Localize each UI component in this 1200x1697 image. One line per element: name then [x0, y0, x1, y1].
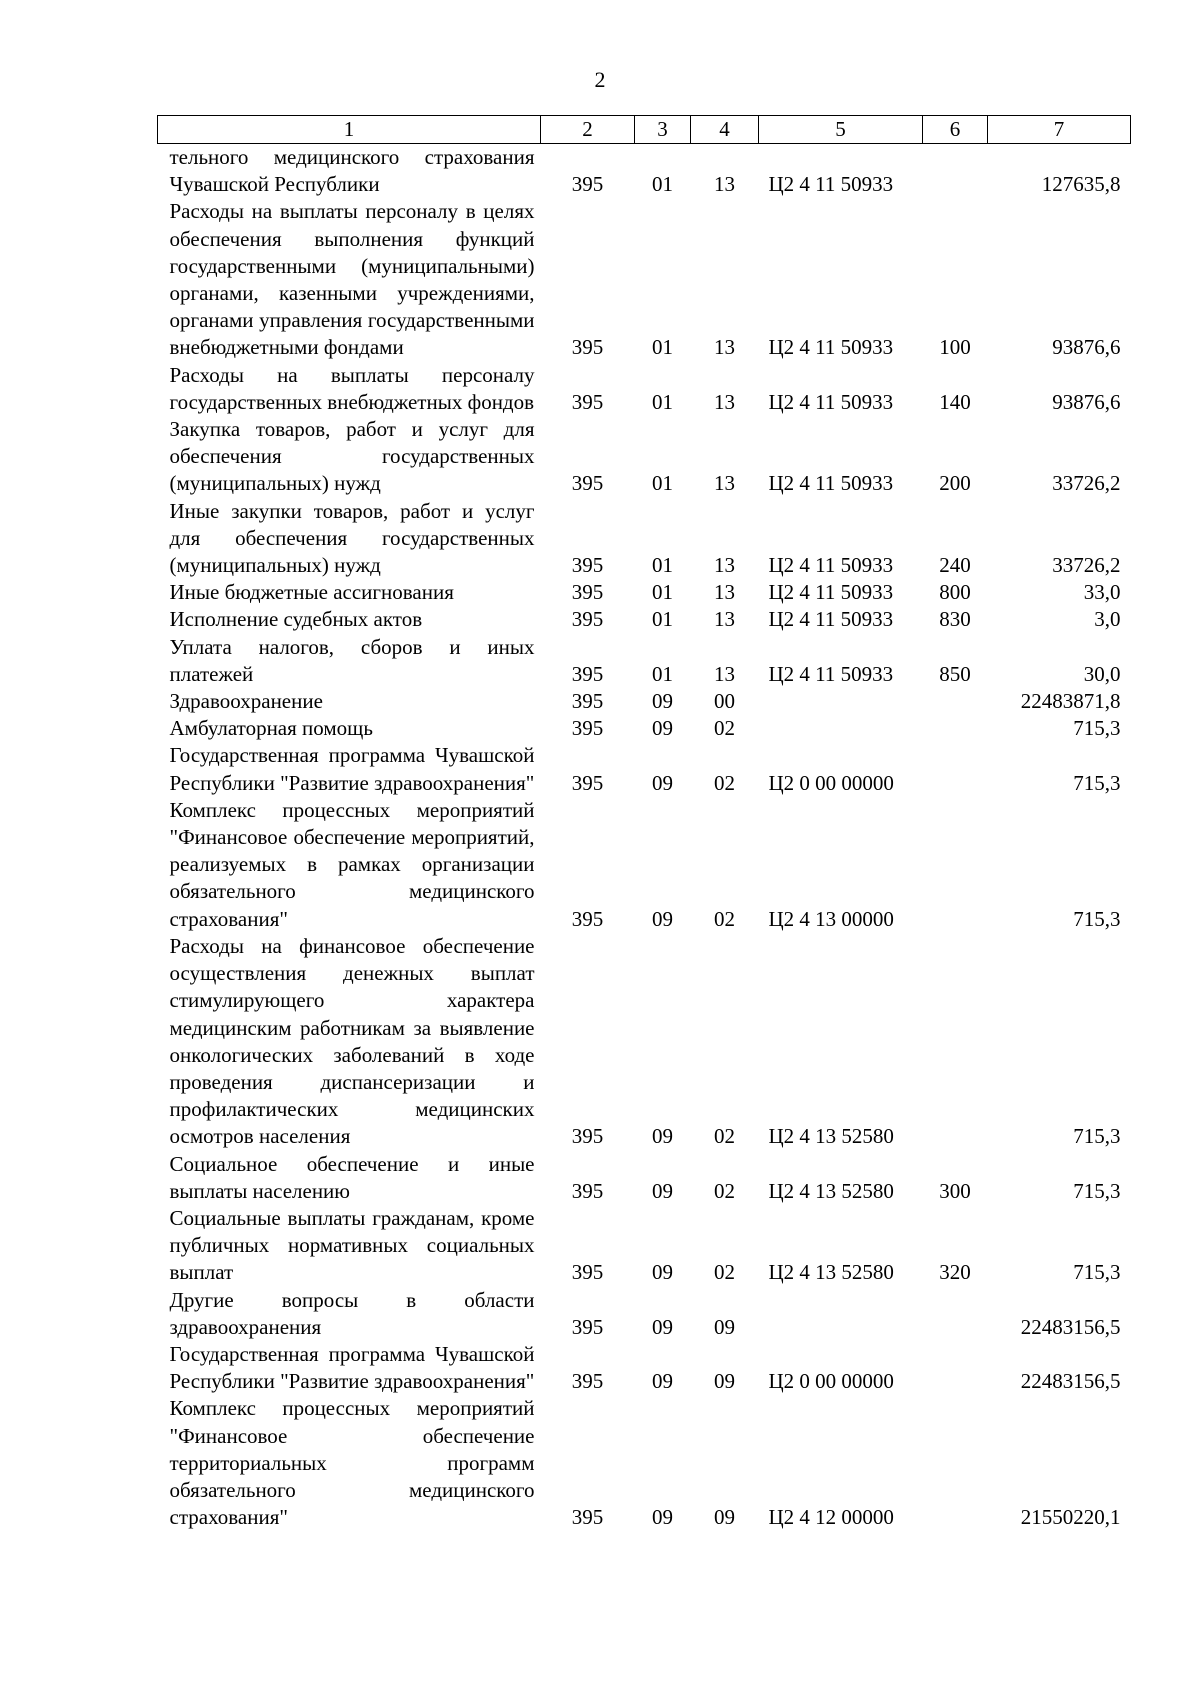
table-row — [158, 688, 1131, 715]
table-row — [158, 498, 1131, 580]
row-ministry-code: 395 — [571, 1178, 604, 1203]
row-target-article: Ц2 4 11 50933 — [768, 335, 894, 360]
row-ministry-code: 395 — [571, 1314, 604, 1339]
row-ministry-code: 395 — [571, 607, 604, 632]
row-target-article: Ц2 4 11 50933 — [768, 389, 894, 414]
row-subsection-code: 13 — [714, 389, 735, 414]
row-expense-type: 140 — [939, 389, 971, 414]
row-subsection-code: 13 — [714, 607, 735, 632]
row-subsection-code: 13 — [714, 661, 735, 686]
table-header-row — [158, 116, 1131, 144]
table-row — [158, 606, 1131, 633]
budget-table — [157, 115, 1131, 1531]
row-ministry-code: 395 — [571, 389, 604, 414]
row-expense-type: 800 — [939, 580, 971, 605]
row-target-article: Ц2 4 11 50933 — [768, 172, 894, 197]
row-subsection-code: 09 — [714, 1505, 735, 1530]
row-section-code: 09 — [652, 716, 673, 741]
row-subsection-code: 13 — [714, 580, 735, 605]
row-description: Другие вопросы в области здравоохранения — [169, 1287, 535, 1339]
row-description: Комплекс процессных мероприятий "Финансовое обеспечение мероприятий, реализуемых в рамках организации обязательного медицинского страхования" — [169, 797, 535, 931]
row-ministry-code: 395 — [571, 1260, 604, 1285]
row-ministry-code: 395 — [571, 906, 604, 931]
row-description: Государственная программа Чувашской Республики "Развитие здравоохранения" — [169, 1341, 535, 1394]
row-subsection-code: 02 — [714, 1260, 735, 1285]
row-amount: 715,3 — [1073, 770, 1121, 795]
row-section-code: 01 — [652, 389, 673, 414]
table-row — [158, 198, 1131, 361]
row-description: Расходы на выплаты персоналу в целях обеспечения выполнения функций государственными (муниципальными) органами, казенными учреждениями, органами управления государственными внебюджетными фондами — [169, 199, 535, 360]
column-header-6: 6 — [923, 116, 988, 144]
column-header-5: 5 — [759, 116, 923, 144]
row-description: Расходы на финансовое обеспечение осуществления денежных выплат стимулирующего характера медицинским работникам за выявление онкологических заболеваний в ходе проведения диспансеризации и профилактических медицинских осмотров населения — [169, 933, 535, 1149]
row-expense-type — [923, 688, 988, 715]
row-ministry-code: 395 — [571, 335, 604, 360]
row-expense-type — [923, 797, 988, 933]
row-section-code: 01 — [652, 471, 673, 496]
row-ministry-code: 395 — [571, 689, 604, 714]
row-amount: 3,0 — [1094, 607, 1121, 632]
row-amount: 21550220,1 — [1020, 1505, 1121, 1530]
row-ministry-code: 395 — [571, 172, 604, 197]
row-section-code: 01 — [652, 553, 673, 578]
table-row — [158, 416, 1131, 498]
row-amount: 715,3 — [1073, 906, 1121, 931]
row-amount: 22483156,5 — [1020, 1369, 1121, 1394]
row-expense-type: 300 — [939, 1178, 971, 1203]
row-amount: 715,3 — [1073, 1178, 1121, 1203]
row-target-article: Ц2 4 11 50933 — [768, 471, 894, 496]
row-amount: 22483156,5 — [1020, 1314, 1121, 1339]
row-target-article: Ц2 4 11 50933 — [768, 607, 894, 632]
row-amount: 33726,2 — [1052, 553, 1121, 578]
row-expense-type: 200 — [939, 471, 971, 496]
table-row — [158, 742, 1131, 796]
row-section-code: 09 — [652, 689, 673, 714]
row-amount: 127635,8 — [1041, 172, 1121, 197]
row-expense-type — [923, 1341, 988, 1395]
row-ministry-code: 395 — [571, 1369, 604, 1394]
row-expense-type — [923, 144, 988, 199]
row-section-code: 01 — [652, 661, 673, 686]
row-ministry-code: 395 — [571, 661, 604, 686]
row-ministry-code: 395 — [571, 471, 604, 496]
row-amount: 715,3 — [1073, 1124, 1121, 1149]
table-row — [158, 1395, 1131, 1531]
table-row — [158, 797, 1131, 933]
row-subsection-code: 00 — [714, 689, 735, 714]
table-row — [158, 362, 1131, 416]
table-row — [158, 579, 1131, 606]
row-target-article — [759, 715, 923, 742]
row-ministry-code: 395 — [571, 1505, 604, 1530]
row-subsection-code: 02 — [714, 1124, 735, 1149]
row-description: Иные бюджетные ассигнования — [169, 580, 454, 605]
row-target-article — [759, 688, 923, 715]
row-ministry-code: 395 — [571, 580, 604, 605]
table-row — [158, 1341, 1131, 1395]
row-description: Комплекс процессных мероприятий "Финансовое обеспечение территориальных программ обязательного медицинского страхования" — [169, 1396, 535, 1530]
row-amount: 93876,6 — [1052, 335, 1121, 360]
row-subsection-code: 09 — [714, 1369, 735, 1394]
row-description: Иные закупки товаров, работ и услуг для обеспечения государственных (муниципальных) нужд — [169, 498, 535, 578]
row-section-code: 01 — [652, 607, 673, 632]
row-section-code: 09 — [652, 1314, 673, 1339]
row-subsection-code: 13 — [714, 172, 735, 197]
row-ministry-code: 395 — [571, 770, 604, 795]
row-section-code: 09 — [652, 1260, 673, 1285]
row-section-code: 09 — [652, 1178, 673, 1203]
row-subsection-code: 13 — [714, 471, 735, 496]
table-row — [158, 1287, 1131, 1341]
row-target-article: Ц2 4 12 00000 — [768, 1505, 894, 1530]
column-header-2: 2 — [541, 116, 635, 144]
row-expense-type: 100 — [939, 335, 971, 360]
row-description: Закупка товаров, работ и услуг для обеспечения государственных (муниципальных) нужд — [169, 417, 535, 496]
row-section-code: 09 — [652, 1505, 673, 1530]
row-expense-type: 320 — [939, 1260, 971, 1285]
row-section-code: 01 — [652, 335, 673, 360]
row-target-article: Ц2 4 11 50933 — [768, 661, 894, 686]
page-number: 2 — [594, 67, 606, 92]
row-amount: 30,0 — [1083, 661, 1121, 686]
row-expense-type — [923, 933, 988, 1151]
row-expense-type — [923, 715, 988, 742]
row-section-code: 01 — [652, 172, 673, 197]
table-row — [158, 1151, 1131, 1205]
row-subsection-code: 13 — [714, 335, 735, 360]
table-row — [158, 715, 1131, 742]
row-ministry-code: 395 — [571, 1124, 604, 1149]
row-expense-type: 850 — [939, 661, 971, 686]
row-expense-type: 830 — [939, 607, 971, 632]
row-target-article: Ц2 4 13 00000 — [768, 906, 894, 931]
row-subsection-code: 02 — [714, 906, 735, 931]
table-body — [158, 144, 1131, 1532]
row-amount: 22483871,8 — [1020, 689, 1121, 714]
row-description: Уплата налогов, сборов и иных платежей — [169, 634, 535, 686]
row-target-article — [759, 1287, 923, 1341]
row-target-article: Ц2 4 13 52580 — [768, 1124, 894, 1149]
row-section-code: 09 — [652, 1124, 673, 1149]
row-ministry-code: 395 — [571, 716, 604, 741]
row-section-code: 01 — [652, 580, 673, 605]
row-amount: 715,3 — [1073, 1260, 1121, 1285]
row-amount: 33726,2 — [1052, 471, 1121, 496]
row-target-article: Ц2 4 11 50933 — [768, 580, 894, 605]
column-header-3: 3 — [635, 116, 691, 144]
row-description: Государственная программа Чувашской Республики "Развитие здравоохранения" — [169, 743, 535, 795]
row-target-article: Ц2 4 11 50933 — [768, 553, 894, 578]
row-description: Амбулаторная помощь — [169, 716, 373, 741]
row-target-article: Ц2 4 13 52580 — [768, 1260, 894, 1285]
row-description: Расходы на выплаты персоналу государственных внебюджетных фондов — [169, 362, 535, 414]
row-amount: 33,0 — [1083, 580, 1121, 605]
row-section-code: 09 — [652, 906, 673, 931]
row-description: Социальное обеспечение и иные выплаты населению — [169, 1151, 535, 1203]
column-header-4: 4 — [691, 116, 759, 144]
row-subsection-code: 02 — [714, 1178, 735, 1203]
row-subsection-code: 02 — [714, 716, 735, 741]
table-row — [158, 1205, 1131, 1287]
row-amount: 93876,6 — [1052, 389, 1121, 414]
row-section-code: 09 — [652, 770, 673, 795]
row-expense-type — [923, 1395, 988, 1531]
row-description: Социальные выплаты гражданам, кроме публичных нормативных социальных выплат — [169, 1205, 535, 1285]
row-target-article: Ц2 0 00 00000 — [768, 770, 894, 795]
row-section-code: 09 — [652, 1369, 673, 1394]
row-expense-type — [923, 742, 988, 796]
row-target-article: Ц2 0 00 00000 — [768, 1369, 894, 1394]
column-header-7: 7 — [988, 116, 1131, 144]
row-description: тельного медицинского страхования Чувашской Республики — [169, 145, 535, 197]
table-row — [158, 634, 1131, 688]
column-header-1: 1 — [158, 116, 541, 144]
table-row — [158, 144, 1131, 199]
row-subsection-code: 13 — [714, 553, 735, 578]
row-amount: 715,3 — [1073, 716, 1121, 741]
table-row — [158, 933, 1131, 1151]
row-description: Исполнение судебных актов — [169, 607, 423, 632]
row-expense-type: 240 — [939, 553, 971, 578]
row-subsection-code: 09 — [714, 1314, 735, 1339]
row-ministry-code: 395 — [571, 553, 604, 578]
row-description: Здравоохранение — [169, 689, 323, 714]
row-subsection-code: 02 — [714, 770, 735, 795]
row-expense-type — [923, 1287, 988, 1341]
row-target-article: Ц2 4 13 52580 — [768, 1178, 894, 1203]
